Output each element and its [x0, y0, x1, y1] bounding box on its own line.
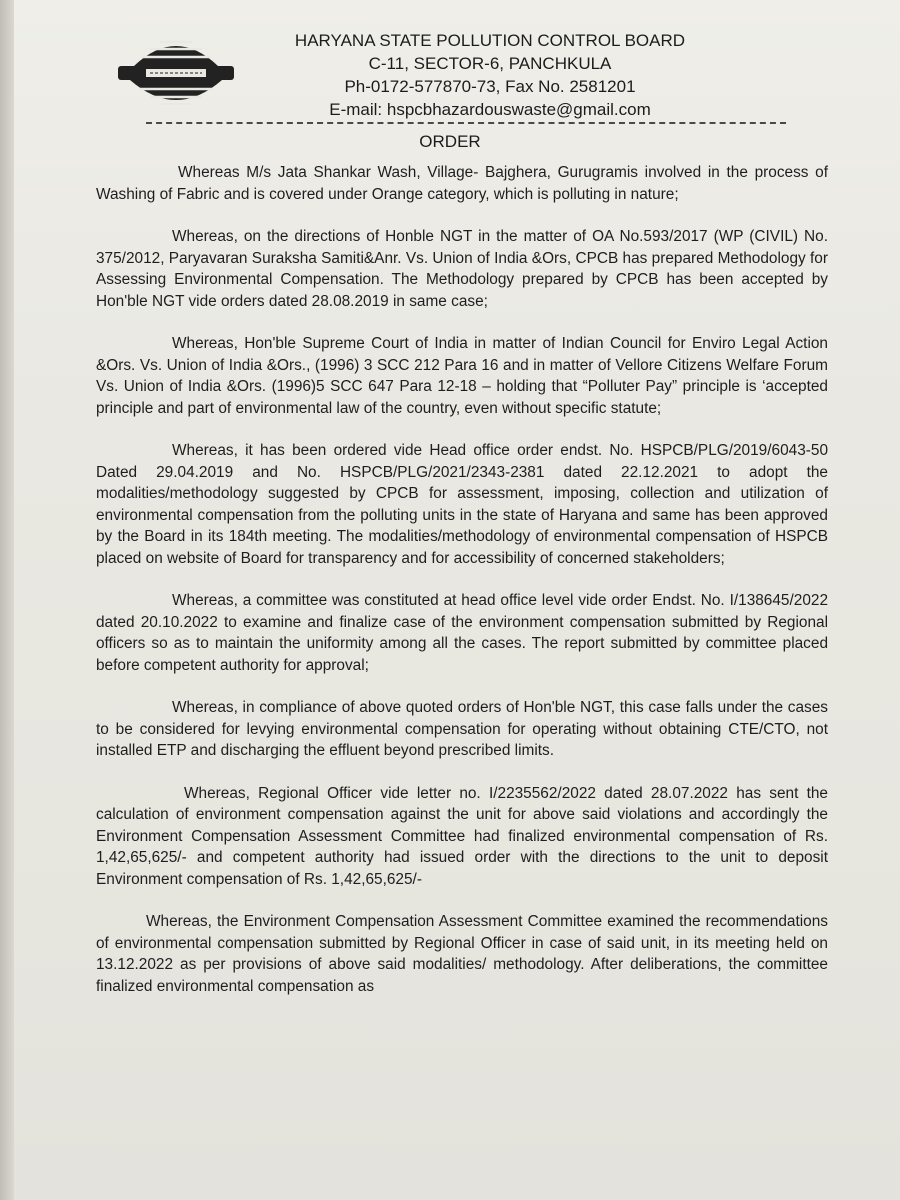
paragraph-2: Whereas, on the directions of Honble NGT in the matter of OA No.593/2017 (WP (CIVIL) No. 375/2012, Paryavaran Suraksha Samiti&Anr. Vs. Union of India &Ors, CPCB has prepared Methodology for Assessing Environmental Compensation. The Methodology prepared by CPCB has been accepted by Hon'ble NGT vide orders dated 28.08.2019 in same case;	[96, 228, 828, 310]
paragraph-5: Whereas, a committee was constituted at head office level vide order Endst. No. I/138645/2022 dated 20.10.2022 to examine and finalize case of the environment compensation submitted by Regional officers so as to maintain the uniformity among all the cases. The report submitted by committee placed before competent authority for approval;	[96, 592, 828, 674]
letterhead	[250, 29, 730, 121]
paragraph-4: Whereas, it has been ordered vide Head office order endst. No. HSPCB/PLG/2019/6043-50 Dated 29.04.2019 and No. HSPCB/PLG/2021/2343-2381 dated 22.12.2021 to adopt the modalities/methodology suggested by CPCB for assessment, imposing, collection and utilization of environmental compensation from the polluting units in the state of Haryana and same has been approved by the Board in its 184th meeting. The modalities/methodology of environmental compensation of HSPCB placed on website of Board for transparency and for accessibility of concerned stakeholders;	[96, 442, 828, 567]
paragraph-1: Whereas M/s Jata Shankar Wash, Village- Bajghera, Gurugramis involved in the process of Washing of Fabric and is covered under Orange category, which is polluting in nature;	[96, 164, 828, 203]
org-address: C-11, SECTOR-6, PANCHKULA	[368, 54, 612, 73]
paragraph-8: Whereas, the Environment Compensation Assessment Committee examined the recommendations of environmental compensation submitted by Regional Officer in case of said unit, in its meeting held on 13.12.2022 as per provisions of above said modalities/ methodology. After deliberations, the committee finalized environmental compensation as	[96, 913, 828, 995]
org-name: HARYANA STATE POLLUTION CONTROL BOARD	[294, 31, 686, 50]
hspcb-logo-icon	[112, 28, 240, 114]
email-line: E-mail: hspcbhazardouswaste@gmail.com	[329, 100, 651, 119]
paragraph-3: Whereas, Hon'ble Supreme Court of India in matter of Indian Council for Enviro Legal Action &Ors. Vs. Union of India &Ors., (1996) 3 SCC 212 Para 16 and in matter of Vellore Citizens Welfare Forum Vs. Union of India &Ors. (1996)5 SCC 647 Para 12-18 – holding that “Polluter Pay” principle is ‘accepted principle and part of environmental law of the country, even without specific statute;	[96, 335, 828, 417]
paragraph-6: Whereas, in compliance of above quoted orders of Hon'ble NGT, this case falls under the cases to be considered for levying environmental compensation for operating without obtaining CTE/CTO, not installed ETP and discharging the effluent beyond prescribed limits.	[96, 699, 828, 759]
paragraph-7: Whereas, Regional Officer vide letter no. I/2235562/2022 dated 28.07.2022 has sent the calculation of environment compensation against the unit for above said violations and accordingly the Environment Compensation Assessment Committee had finalized environmental compensation of Rs. 1,42,65,625/- and competent authority had issued order with the directions to the unit to deposit Environment compensation of Rs. 1,42,65,625/-	[96, 784, 828, 888]
page-fold-shadow	[0, 0, 14, 1200]
header-divider	[146, 122, 786, 124]
document-title: ORDER	[419, 132, 481, 151]
document-body	[96, 162, 828, 997]
phone-fax: Ph-0172-577870-73, Fax No. 2581201	[344, 77, 636, 96]
